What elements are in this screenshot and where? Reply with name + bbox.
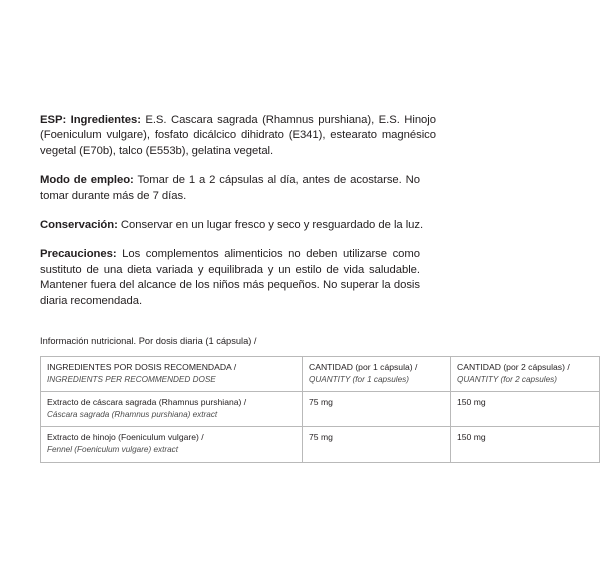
table-header-ingredients-en: INGREDIENTS PER RECOMMENDED DOSE (47, 374, 216, 384)
warnings-label: Precauciones: (40, 248, 117, 261)
table-header-ingredients (41, 357, 303, 392)
table-cell-qty2: 150 mg (451, 427, 600, 462)
usage-text: Tomar de 1 a 2 cápsulas al día, antes de acostarse. No tomar durante más de 7 días. (40, 174, 420, 202)
ingredients-label: ESP: Ingredientes: (40, 114, 141, 126)
ingredient-name-en: Fennel (Foeniculum vulgare) extract (47, 445, 179, 455)
table-cell-qty1: 75 mg (303, 427, 451, 462)
storage-label: Conservación: (40, 219, 118, 232)
table-header-qty2-en: QUANTITY (for 2 capsules) (457, 374, 557, 384)
table-header-ingredients-es: INGREDIENTES POR DOSIS RECOMENDADA / (47, 362, 237, 373)
table-cell-qty2: 150 mg (451, 392, 600, 427)
table-cell-ingredient (41, 392, 303, 427)
product-label-content (40, 113, 570, 463)
usage-label: Modo de empleo: (40, 174, 134, 187)
table-header-qty1 (303, 357, 451, 392)
table-header-qty1-es: CANTIDAD (por 1 cápsula) / (309, 362, 418, 373)
nutrition-table (40, 356, 600, 463)
table-cell-ingredient (41, 427, 303, 462)
table-cell-qty1: 75 mg (303, 392, 451, 427)
storage-text: Conservar en un lugar fresco y seco y resguardado de la luz. (117, 219, 424, 232)
storage-paragraph (40, 218, 432, 233)
ingredient-name-es: Extracto de hinojo (Foeniculum vulgare) / (47, 432, 204, 443)
usage-paragraph (40, 173, 420, 204)
ingredients-text: E.S. Cascara sagrada (Rhamnus purshiana), E.S. Hinojo (Foeniculum vulgare), fosfato dicálcico dihidrato (E341), estearato magnésico vegetal (E70b), talco (E553b), gelatina vegetal. (40, 114, 436, 157)
ingredient-name-es: Extracto de cáscara sagrada (Rhamnus purshiana) / (47, 397, 247, 408)
table-header-qty1-en: QUANTITY (for 1 capsules) (309, 374, 409, 384)
warnings-paragraph (40, 247, 420, 309)
ingredient-name-en: Cáscara sagrada (Rhamnus purshiana) extract (47, 409, 218, 419)
table-header-qty2 (451, 357, 600, 392)
table-header-row (41, 357, 600, 392)
ingredients-paragraph (40, 113, 436, 159)
table-header-qty2-es: CANTIDAD (por 2 cápsulas) / (457, 362, 570, 373)
table-row (41, 392, 600, 427)
nutrition-note: Información nutricional. Por dosis diaria (1 cápsula) / (40, 336, 257, 347)
warnings-text: Los complementos alimenticios no deben utilizarse como sustituto de una dieta variada y equilibrada y un estilo de vida saludable. Mantener fuera del alcance de los niños más pequeños. No superar la dosis diaria recomendada. (40, 248, 420, 307)
table-row (41, 427, 600, 462)
